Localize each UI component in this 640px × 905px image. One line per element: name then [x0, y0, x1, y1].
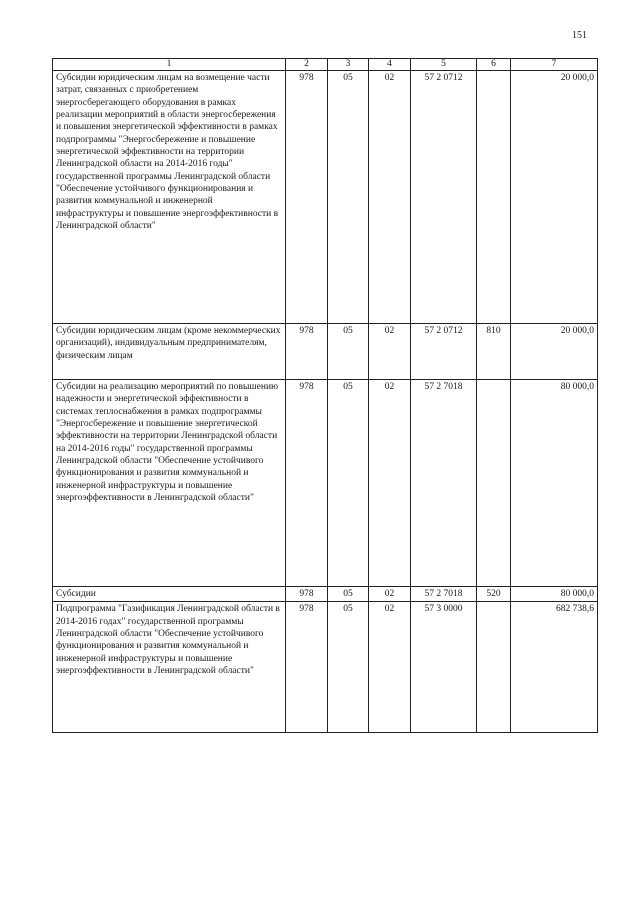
row-code-4: 02 — [369, 324, 411, 380]
row-amount: 20 000,0 — [511, 71, 598, 324]
header-cell-1: 1 — [53, 59, 286, 71]
row-code-3: 05 — [328, 71, 369, 324]
header-cell-6: 6 — [477, 59, 511, 71]
row-code-6 — [477, 71, 511, 324]
table-row — [53, 587, 598, 602]
row-description: Субсидии юридическим лицам (кроме некоммерческих организаций), индивидуальным предпринимателям, физическим лицам — [53, 324, 286, 380]
table-row — [53, 324, 598, 380]
row-amount: 20 000,0 — [511, 324, 598, 380]
table-row — [53, 602, 598, 733]
row-code-3: 05 — [328, 602, 369, 733]
row-code-2: 978 — [286, 324, 328, 380]
row-code-4: 02 — [369, 71, 411, 324]
row-description: Субсидии юридическим лицам на возмещение части затрат, связанных с приобретением энергосберегающего оборудования в рамках реализации мероприятий в области энергосбережения и повышения энергетической эффективности в рамках подпрограммы "Энергосбережение и повышение энергетической эффективности на территории Ленинградской области на 2014-2016 годы" государственной программы Ленинградской области "Обеспечение устойчивого функционирования и развития коммунальной и инженерной инфраструктуры и повышение энергоэффективности в Ленинградской области" — [53, 71, 286, 324]
row-amount: 80 000,0 — [511, 380, 598, 587]
row-code-2: 978 — [286, 71, 328, 324]
row-description: Субсидии на реализацию мероприятий по повышению надежности и энергетической эффективности в системах теплоснабжения в рамках подпрограммы "Энергосбережение и повышение энергетической эффективности на территории Ленинградской области на 2014-2016 годы" государственной программы Ленинградской области "Обеспечение устойчивого функционирования и развития коммунальной и инженерной инфраструктуры и повышение энергоэффективности в Ленинградской области" — [53, 380, 286, 587]
row-code-5: 57 2 0712 — [411, 324, 477, 380]
row-description: Подпрограмма "Газификация Ленинградской области в 2014-2016 годах" государственной программы Ленинградской области "Обеспечение устойчивого функционирования и развития коммунальной и инженерной инфраструктуры и повышение энергоэффективности в Ленинградской области" — [53, 602, 286, 733]
row-code-2: 978 — [286, 587, 328, 602]
table-row — [53, 380, 598, 587]
row-code-5: 57 2 0712 — [411, 71, 477, 324]
row-code-3: 05 — [328, 380, 369, 587]
page-number: 151 — [572, 30, 587, 41]
header-cell-4: 4 — [369, 59, 411, 71]
row-code-4: 02 — [369, 587, 411, 602]
row-code-3: 05 — [328, 324, 369, 380]
row-code-4: 02 — [369, 380, 411, 587]
row-code-2: 978 — [286, 602, 328, 733]
row-code-6 — [477, 380, 511, 587]
row-code-6: 810 — [477, 324, 511, 380]
row-code-6 — [477, 602, 511, 733]
row-amount: 80 000,0 — [511, 587, 598, 602]
row-code-3: 05 — [328, 587, 369, 602]
header-cell-5: 5 — [411, 59, 477, 71]
row-code-5: 57 2 7018 — [411, 587, 477, 602]
row-code-4: 02 — [369, 602, 411, 733]
header-cell-2: 2 — [286, 59, 328, 71]
header-cell-3: 3 — [328, 59, 369, 71]
budget-table — [52, 58, 598, 733]
row-code-6: 520 — [477, 587, 511, 602]
row-code-2: 978 — [286, 380, 328, 587]
row-code-5: 57 3 0000 — [411, 602, 477, 733]
header-cell-7: 7 — [511, 59, 598, 71]
row-amount: 682 738,6 — [511, 602, 598, 733]
header-row — [53, 59, 598, 71]
row-description: Субсидии — [53, 587, 286, 602]
row-code-5: 57 2 7018 — [411, 380, 477, 587]
table-row — [53, 71, 598, 324]
